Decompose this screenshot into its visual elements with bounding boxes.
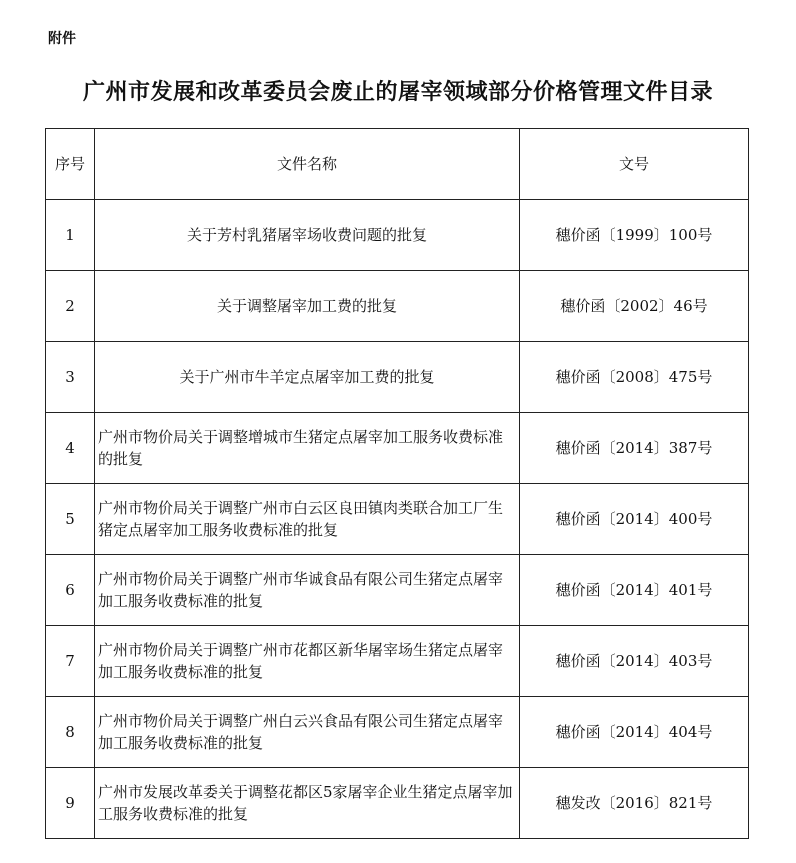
- table-row: [46, 697, 749, 768]
- header-index: 序号: [46, 129, 95, 200]
- row-doc-name: 广州市物价局关于调整广州白云兴食品有限公司生猪定点屠宰加工服务收费标准的批复: [95, 697, 520, 768]
- table-row: [46, 271, 749, 342]
- row-index: 2: [46, 271, 95, 342]
- row-doc-number: 穗价函〔1999〕100号: [520, 200, 749, 271]
- row-doc-number: 穗发改〔2016〕821号: [520, 768, 749, 839]
- table-row: [46, 200, 749, 271]
- document-list-table: [45, 128, 749, 839]
- row-doc-name: 广州市物价局关于调整广州市华诚食品有限公司生猪定点屠宰加工服务收费标准的批复: [95, 555, 520, 626]
- row-index: 4: [46, 413, 95, 484]
- attachment-label: 附件: [48, 31, 76, 47]
- header-name: 文件名称: [95, 129, 520, 200]
- row-doc-name: 关于芳村乳猪屠宰场收费问题的批复: [95, 200, 520, 271]
- row-doc-name: 广州市物价局关于调整增城市生猪定点屠宰加工服务收费标准的批复: [95, 413, 520, 484]
- header-doc-no: 文号: [520, 129, 749, 200]
- table-row: [46, 342, 749, 413]
- row-index: 6: [46, 555, 95, 626]
- row-index: 7: [46, 626, 95, 697]
- row-doc-name: 广州市物价局关于调整广州市花都区新华屠宰场生猪定点屠宰加工服务收费标准的批复: [95, 626, 520, 697]
- row-doc-number: 穗价函〔2002〕46号: [520, 271, 749, 342]
- table-row: [46, 555, 749, 626]
- row-doc-number: 穗价函〔2014〕404号: [520, 697, 749, 768]
- document-title: 广州市发展和改革委员会废止的屠宰领域部分价格管理文件目录: [82, 79, 713, 105]
- row-doc-name: 广州市物价局关于调整广州市白云区良田镇肉类联合加工厂生猪定点屠宰加工服务收费标准的批复: [95, 484, 520, 555]
- row-doc-name: 关于广州市牛羊定点屠宰加工费的批复: [95, 342, 520, 413]
- row-index: 1: [46, 200, 95, 271]
- row-doc-number: 穗价函〔2014〕403号: [520, 626, 749, 697]
- table-row: [46, 413, 749, 484]
- row-doc-name: 关于调整屠宰加工费的批复: [95, 271, 520, 342]
- row-doc-number: 穗价函〔2014〕400号: [520, 484, 749, 555]
- row-doc-number: 穗价函〔2014〕401号: [520, 555, 749, 626]
- table-row: [46, 626, 749, 697]
- row-doc-number: 穗价函〔2014〕387号: [520, 413, 749, 484]
- row-index: 5: [46, 484, 95, 555]
- table-row: [46, 768, 749, 839]
- row-doc-number: 穗价函〔2008〕475号: [520, 342, 749, 413]
- table-header-row: [46, 129, 749, 200]
- row-index: 8: [46, 697, 95, 768]
- row-index: 3: [46, 342, 95, 413]
- row-index: 9: [46, 768, 95, 839]
- row-doc-name: 广州市发展改革委关于调整花都区5家屠宰企业生猪定点屠宰加工服务收费标准的批复: [95, 768, 520, 839]
- table-row: [46, 484, 749, 555]
